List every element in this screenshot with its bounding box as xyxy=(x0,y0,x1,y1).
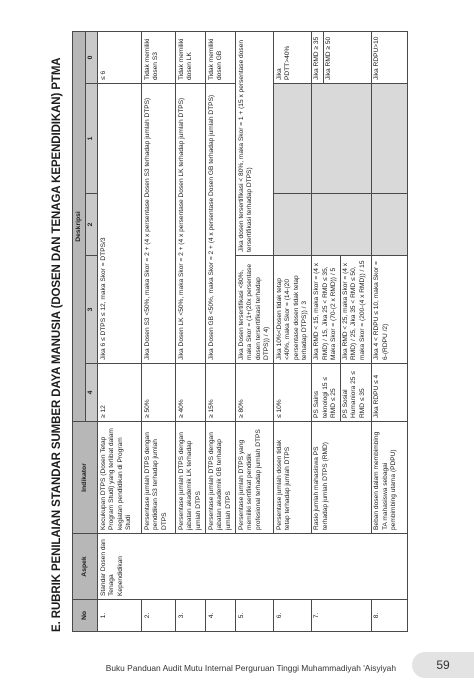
header-score-4: 4 xyxy=(85,364,98,422)
cell-score-2-0: Jika dosen tersertifikasi < 80%, maka Skor = 1 + (15 x persentase dosen tersertifikasi terhadap DTPS) xyxy=(236,31,274,255)
page-footer xyxy=(0,650,474,682)
cell-score-0: ≤ 6 xyxy=(98,31,142,83)
header-no: No xyxy=(73,600,98,632)
score-4-sains: PS Sains teknologi 15 ≤ RMD ≤ 25 xyxy=(313,376,338,418)
cell-score-0: Jika PDTT>40% xyxy=(274,31,312,83)
cell-score-4: ≥ 50% xyxy=(142,364,176,422)
cell-score-0: Jika RDPU>10 xyxy=(371,31,407,83)
footer-book-title: Buku Panduan Audit Mutu Internal Perguruan Tinggi Muhammadiyah 'Aisyiyah xyxy=(105,663,396,673)
section-title: E. RUBRIK PENILAIAN STANDAR SUMBER DAYA MANUSIA (DOSEN DAN TENAGA KEPENDIDIKAN) PTMA xyxy=(51,57,63,632)
header-row-1 xyxy=(73,31,86,631)
cell-score-4: ≥ 40% xyxy=(176,364,206,422)
row-no: 8. xyxy=(371,600,407,632)
cell-score-3-1: Jika Dosen GB <50%, maka Skor = 2 + (4 x persentase Dosen GB terhadap jumlah DTPS) xyxy=(206,84,236,364)
cell-score-3-1: Jika Dosen S3 <50%, maka Skor = 2 + (4 x persentase Dosen S3 terhadap jumlah DTPS) xyxy=(142,84,176,364)
cell-score-4: Jika RDPU ≤ 4 xyxy=(371,364,407,422)
row-no: 4. xyxy=(206,600,236,632)
cell-score-2 xyxy=(371,194,407,256)
score-0-sains: Jika RMD ≥ 35 xyxy=(313,36,321,80)
row-aspek: Standar Dosen dan Tenaga Kependidikan xyxy=(98,534,408,600)
row-indikator: Persentase jumlah DTPS dengan pendidikan S3 terhadap jumlah DTPS xyxy=(142,422,176,534)
cell-score-1 xyxy=(311,84,371,194)
cell-score-1 xyxy=(371,84,407,194)
header-indikator: Indikator xyxy=(73,422,98,534)
cell-score-4 xyxy=(311,364,371,422)
table-row xyxy=(98,31,142,631)
header-score-2: 2 xyxy=(85,194,98,256)
row-no: 7. xyxy=(311,600,371,632)
cell-score-2 xyxy=(274,194,312,256)
header-score-1: 1 xyxy=(85,84,98,194)
row-no: 1. xyxy=(98,600,142,632)
score-3-sosial: Jika RMD < 25, maka Skor = (4 x RMD) / 25, Jika 35 < RMD ≤ 50, maka Skor = (200-(4 x RMD)) / 15 xyxy=(340,256,367,363)
row-no: 5. xyxy=(236,600,274,632)
score-3-sains: Jika RMD < 15, maka Skor = (4 x RMD) / 15, Jika 25 < RMD ≤ 35, Maka Skor = (70-(2 x RMD)) / 5 xyxy=(313,262,338,360)
row-indikator: Persentase jumlah DTPS dengan jabatan akademik GB terhadap jumlah DTPS xyxy=(206,422,236,534)
row-no: 3. xyxy=(176,600,206,632)
row-no: 2. xyxy=(142,600,176,632)
cell-score-0: Tidak memiliki dosen LK xyxy=(176,31,206,83)
row-indikator: Rasio jumlah mahasiswa PS terhadap jumlah DTPS (RMD) xyxy=(311,422,371,534)
rotated-page-content xyxy=(44,32,434,632)
cell-score-1 xyxy=(274,84,312,194)
cell-score-0: Tidak memiliki dosen S3 xyxy=(142,31,176,83)
score-0-sosial: Jika RMD ≥ 50 xyxy=(323,32,333,83)
cell-score-4: ≥ 15% xyxy=(206,364,236,422)
cell-score-2 xyxy=(311,194,371,256)
header-deskripsi: Deskripsi xyxy=(73,31,86,421)
cell-score-4: ≥ 12 xyxy=(98,364,142,422)
header-score-3: 3 xyxy=(85,256,98,364)
row-indikator: Persentase jumlah dosen tidak tetap terhadap jumlah DTPS xyxy=(274,422,312,534)
row-indikator: Kecukupan DTPS (Dosen Tetap Program Studi) yang terlibat dalam kegiatan pendidikan di Program Studi xyxy=(98,422,142,534)
header-score-0: 0 xyxy=(85,31,98,83)
cell-score-0 xyxy=(311,31,371,83)
cell-score-3: Jika Dosen tersertifikasi <80%, maka Skor = (1+(20x persentase dosen tersertifikasi terhadap DTPS)) / 4) xyxy=(236,256,274,364)
row-no: 6. xyxy=(274,600,312,632)
row-indikator: Beban dosen dalam membimbing TA mahasiswa sebagai pembimbing utama (PDPU) xyxy=(371,422,407,534)
cell-score-3: Jika 10%<Dosen tidak tetap <40%, maka Skor = (14-(20 persentase dosen tidak tetap terhadap DTPS)) / 3 xyxy=(274,256,312,364)
page-number: 59 xyxy=(412,652,474,678)
cell-score-4: ≥ 80% xyxy=(236,364,274,422)
row-indikator: Persentase jumlah DTPS dengan jabatan akademik LK terhadap jumlah DTPS xyxy=(176,422,206,534)
row-indikator: Persentase jumlah DTPS yang memiliki sertifikat pendidik profesional terhadap jumlah DTPS xyxy=(236,422,274,534)
cell-score-3: Jika 4 < RDPU ≤ 10, maka Skor = 6-(RDPU /2) xyxy=(371,256,407,364)
cell-score-0: Tidak memiliki dosen GB xyxy=(206,31,236,83)
rubric-table xyxy=(72,31,408,632)
cell-score-3 xyxy=(311,256,371,364)
cell-score-3-1: Jika 6 ≤ DTPS ≤ 12, maka Skor = DTPS/3 xyxy=(98,84,142,364)
score-4-sosial: PS Sosial Humaniora 25 ≤ RMD ≤ 35 xyxy=(340,364,367,421)
header-aspek: Aspek xyxy=(73,534,98,600)
cell-score-3-1: Jika Dosen LK <50%, maka Skor = 2 + (4 x persentase Dosen LK terhadap jumlah DTPS) xyxy=(176,84,206,364)
cell-score-4: ≤ 10% xyxy=(274,364,312,422)
